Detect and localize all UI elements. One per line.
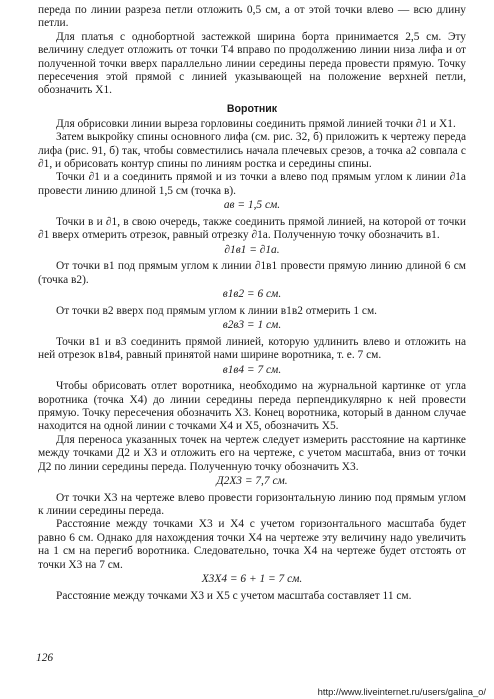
formula: в1в2 = 6 см.	[222, 288, 282, 301]
document-page	[38, 4, 466, 603]
paragraph: Для переноса указанных точек на чертеж следует измерить расстояние на картинке между точками Д2 и X3 и отложить его на чертеже, с учетом масштаба, вниз от точки Д2 по линии середины переда. Полученную точку обозначить X3.	[38, 433, 466, 473]
paragraph: переда по линии разреза петли отложить 0,5 см, а от этой точки влево — всю длину петли.	[38, 4, 466, 30]
formula: в1в4 = 7 см.	[222, 363, 282, 376]
paragraph: Точки в1 и в3 соединить прямой линией, которую удлинить влево и отложить на ней отрезок в1в4, равный принятой нами ширине воротника, т. е. 7 см.	[38, 335, 466, 362]
page-number: 126	[36, 652, 54, 664]
paragraph: Для платья с однобортной застежкой ширина борта принимается 2,5 см. Эту величину следует отложить от точки T4 вправо по продолжению линии низа лифа и от полученной точки вверх параллельно линии середины переда провести прямую. Точку пересечения этой прямой с линией указывающей на положение верхней петли, обозначить X1.	[38, 30, 466, 97]
section-heading: Воротник	[226, 102, 278, 115]
paragraph: Расстояние между точками X3 и X4 с учетом горизонтального масштаба будет равно 6 см. Однако для нахождения точки X4 на чертеже эту величину надо увеличить на 1 см на перегиб воротника. Следовательно, точка X4 на чертеже будет отстоять от точки X3 на 7 см.	[38, 518, 466, 571]
paragraph: От точки в1 под прямым углом к линии ∂1в1 провести прямую линию длиной 6 см (точка в2).	[38, 260, 466, 286]
paragraph: Точки в и ∂1, в свою очередь, также соединить прямой линией, на которой от точки ∂1 вверх отмерить отрезок, равный отрезку ∂1a. Полученную точку обозначить в1.	[38, 215, 466, 242]
paragraph: Расстояние между точками X3 и X5 с учетом масштаба составляет 11 см.	[56, 589, 412, 602]
formula: ∂1в1 = ∂1a.	[224, 243, 280, 256]
formula: X3X4 = 6 + 1 = 7 см.	[201, 572, 303, 585]
paragraph: Чтобы обрисовать отлет воротника, необходимо на журнальной картинке от угла воротника (точка X4) до линии середины переда перпендикулярно к ней провести прямую. Точку пересечения обозначить X3. Конец воротника, который в данном случае находится на одной линии с точками X4 и X5, обозначить X5.	[38, 380, 466, 433]
paragraph: От точки X3 на чертеже влево провести горизонтальную линию под прямым углом к линии середины переда.	[38, 491, 466, 517]
formula: в2в3 = 1 см.	[222, 319, 282, 332]
paragraph: Точки ∂1 и a соединить прямой и из точки a влево под прямым углом к линии ∂1a провести линию длиной 1,5 см (точка в).	[38, 171, 466, 197]
formula: ав = 1,5 см.	[223, 199, 281, 212]
watermark-url: http://www.liveinternet.ru/users/galina_o/	[317, 686, 486, 697]
paragraph: Для обрисовки линии выреза горловины соединить прямой линией точки ∂1 и X1.	[56, 117, 456, 130]
formula: Д2X3 = 7,7 см.	[216, 474, 288, 487]
paragraph: От точки в2 вверх под прямым углом к линии в1в2 отмерить 1 см.	[56, 304, 377, 317]
paragraph: Затем выкройку спины основного лифа (см. рис. 32, б) приложить к чертежу переда лифа (рис. 91, б) так, чтобы совместились начала плечевых срезов, а точка a2 совпала с ∂1, и обрисовать контур спины по линиям ростка и середины спины.	[38, 131, 466, 171]
